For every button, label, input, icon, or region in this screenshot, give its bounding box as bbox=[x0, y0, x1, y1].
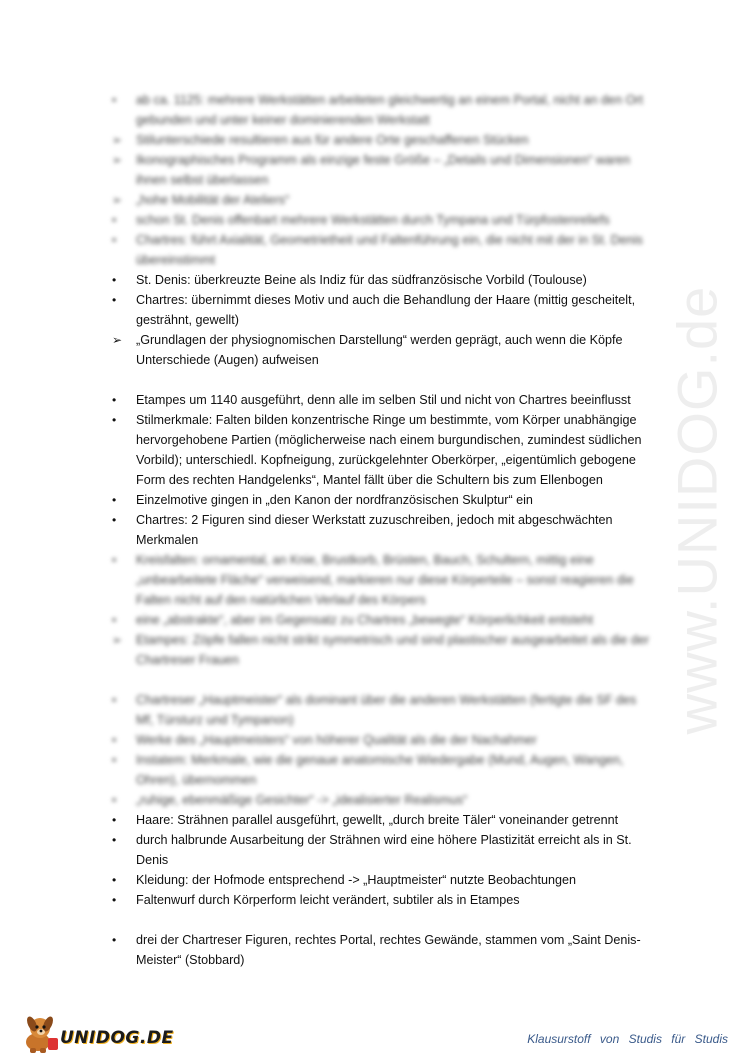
list-item bbox=[112, 290, 652, 330]
list-item bbox=[112, 210, 652, 230]
list-item bbox=[112, 870, 652, 890]
list-item-text: Instatem: Merkmale, wie die genaue anatomische Wiedergabe (Mund, Augen, Wangen, Ohren), übernommen bbox=[136, 753, 624, 787]
list-item-text: drei der Chartreser Figuren, rechtes Portal, rechtes Gewände, stammen vom „Saint Denis-Meister“ (Stobbard) bbox=[136, 933, 641, 967]
bullet-dot-icon: • bbox=[112, 873, 117, 887]
list-item-text: Kreisfalten: ornamental, an Knie, Brustkorb, Brüsten, Bauch, Schultern, mittig eine „unbearbeitete Fläche“ verweisend, markieren nur diese Körperteile – sonst reagieren die Falten nicht auf den natürlichen Verlauf des Körpers bbox=[136, 553, 634, 607]
list-spacer bbox=[112, 670, 652, 690]
list-item bbox=[112, 130, 652, 150]
list-item bbox=[112, 190, 652, 210]
list-item-text: Etampes: Zöpfe fallen nicht strikt symmetrisch und sind plastischer ausgearbeitet als die der Chartreser Frauen bbox=[136, 633, 650, 667]
list-item bbox=[112, 490, 652, 510]
bullet-dot-icon: • bbox=[112, 693, 117, 707]
list-item bbox=[112, 630, 652, 670]
list-item-text: Stilmerkmale: Falten bilden konzentrische Ringe um bestimmte, vom Körper unabhängige hervorgehobene Partien (möglicherweise nach einem burgundischen, zumindest südlichen Vorbild); unterschiedl. Kopfneigung, zurückgelehnter Oberkörper, „eigentümlich gebogene Form des rechten Handgelenks“, Mantel fällt über die Schultern bis zum Ellenbogen bbox=[136, 413, 642, 487]
bullet-dot-icon: • bbox=[112, 413, 117, 427]
bullet-dot-icon: • bbox=[112, 613, 117, 627]
list-item bbox=[112, 230, 652, 270]
list-item bbox=[112, 830, 652, 870]
list-item-text: Kleidung: der Hofmode entsprechend -> „Hauptmeister“ nutzte Beobachtungen bbox=[136, 873, 577, 887]
bullet-arrow-icon: ➢ bbox=[112, 633, 123, 647]
list-item-text: Ikonographisches Programm als einzige feste Größe – „Details und Dimensionen“ waren ihnen selbst überlassen bbox=[136, 153, 631, 187]
list-item bbox=[112, 930, 652, 970]
list-item bbox=[112, 690, 652, 730]
bullet-dot-icon: • bbox=[112, 273, 117, 287]
list-item-text: „ruhige, ebenmäßige Gesichter“ -> „idealisierter Realismus“ bbox=[136, 793, 468, 807]
bullet-dot-icon: • bbox=[112, 493, 117, 507]
bullet-arrow-icon: ➢ bbox=[112, 333, 123, 347]
bullet-dot-icon: • bbox=[112, 753, 117, 767]
bullet-dot-icon: • bbox=[112, 793, 117, 807]
list-item-text: St. Denis: überkreuzte Beine als Indiz für das südfranzösische Vorbild (Toulouse) bbox=[136, 273, 587, 287]
list-item-text: Chartres: führt Axialität, Geometrietheit und Faltenführung ein, die nicht mit der in St. Denis übereinstimmt bbox=[136, 233, 643, 267]
list-item bbox=[112, 890, 652, 910]
bullet-dot-icon: • bbox=[112, 733, 117, 747]
logo-text: UNIDOG.DE bbox=[60, 1028, 174, 1048]
footer-tagline: Klausurstoff von Studis für Studis bbox=[527, 1032, 728, 1046]
list-item-text: durch halbrunde Ausarbeitung der Strähnen wird eine höhere Plastizität erreicht als in St. Denis bbox=[136, 833, 632, 867]
list-item bbox=[112, 390, 652, 410]
watermark-text: www.UNIDOG.de bbox=[665, 285, 729, 735]
list-item-text: Faltenwurf durch Körperform leicht verändert, subtiler als in Etampes bbox=[136, 893, 520, 907]
bullet-dot-icon: • bbox=[112, 213, 117, 227]
bullet-dot-icon: • bbox=[112, 393, 117, 407]
list-item bbox=[112, 150, 652, 190]
list-item-text: „hohe Mobilität der Ateliers“ bbox=[136, 193, 290, 207]
bullet-dot-icon: • bbox=[112, 553, 117, 567]
dog-mascot-icon bbox=[18, 1012, 62, 1056]
list-item bbox=[112, 750, 652, 790]
list-item bbox=[112, 510, 652, 550]
list-spacer bbox=[112, 910, 652, 930]
list-item bbox=[112, 90, 652, 130]
bullet-dot-icon: • bbox=[112, 93, 117, 107]
list-item bbox=[112, 410, 652, 490]
bullet-dot-icon: • bbox=[112, 233, 117, 247]
bullet-dot-icon: • bbox=[112, 813, 117, 827]
list-item-text: Werke des „Hauptmeisters“ von höherer Qualität als die der Nachahmer bbox=[136, 733, 537, 747]
list-item-text: Haare: Strähnen parallel ausgeführt, gewellt, „durch breite Täler“ voneinander getrennt bbox=[136, 813, 619, 827]
list-item-text: ab ca. 1125: mehrere Werkstätten arbeiteten gleichwertig an einem Portal, nicht an den Ort gebunden und unter keiner dominierenden Werkstatt bbox=[136, 93, 644, 127]
list-item-text: schon St. Denis offenbart mehrere Werkstätten durch Tympana und Türpfostenreliefs bbox=[136, 213, 610, 227]
list-item-text: Chartreser „Hauptmeister“ als dominant über die anderen Werkstätten (fertigte die SF des Mf, Türsturz und Tympanon) bbox=[136, 693, 637, 727]
bullet-arrow-icon: ➢ bbox=[112, 193, 123, 207]
list-item bbox=[112, 330, 652, 370]
list-item-text: Chartres: übernimmt dieses Motiv und auch die Behandlung der Haare (mittig gescheitelt, gesträhnt, gewellt) bbox=[136, 293, 636, 327]
bullet-list bbox=[112, 90, 652, 970]
list-item bbox=[112, 790, 652, 810]
bullet-arrow-icon: ➢ bbox=[112, 133, 123, 147]
bullet-dot-icon: • bbox=[112, 893, 117, 907]
unidog-logo[interactable] bbox=[18, 1012, 174, 1056]
bullet-dot-icon: • bbox=[112, 513, 117, 527]
bullet-arrow-icon: ➢ bbox=[112, 153, 123, 167]
list-item-text: Chartres: 2 Figuren sind dieser Werkstatt zuzuschreiben, jedoch mit abgeschwächten Merkmalen bbox=[136, 513, 613, 547]
watermark bbox=[652, 285, 742, 735]
list-item bbox=[112, 730, 652, 750]
bullet-dot-icon: • bbox=[112, 833, 117, 847]
list-item-text: Etampes um 1140 ausgeführt, denn alle im selben Stil und nicht von Chartres beeinflusst bbox=[136, 393, 631, 407]
list-item bbox=[112, 610, 652, 630]
list-item-text: „Grundlagen der physiognomischen Darstellung“ werden geprägt, auch wenn die Köpfe Unterschiede (Augen) aufweisen bbox=[136, 333, 623, 367]
bullet-dot-icon: • bbox=[112, 293, 117, 307]
list-item-text: Stilunterschiede resultieren aus für andere Orte geschaffenen Stücken bbox=[136, 133, 529, 147]
bullet-dot-icon: • bbox=[112, 933, 117, 947]
list-item bbox=[112, 550, 652, 610]
list-item-text: Einzelmotive gingen in „den Kanon der nordfranzösischen Skulptur“ ein bbox=[136, 493, 533, 507]
list-item bbox=[112, 810, 652, 830]
list-spacer bbox=[112, 370, 652, 390]
list-item-text: eine „abstrakte“, aber im Gegensatz zu Chartres „bewegte“ Körperlichkeit entsteht bbox=[136, 613, 594, 627]
list-item bbox=[112, 270, 652, 290]
